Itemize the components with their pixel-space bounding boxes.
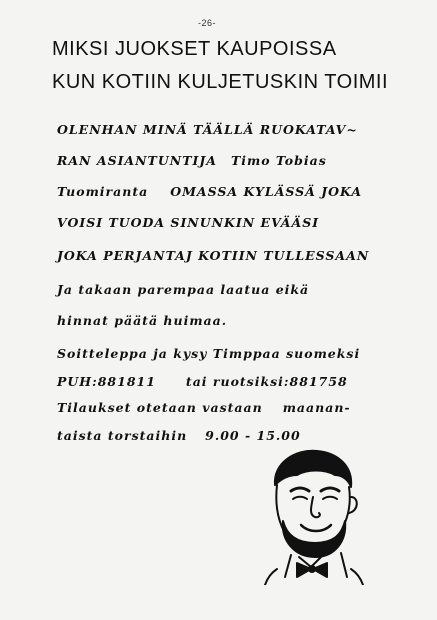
body-line-1 [57,122,358,137]
body-text: OMASSA KYLÄSSÄ JOKA [170,184,363,199]
page-number: -26- [198,18,217,28]
body-text: PUH:881811 [57,374,156,389]
body-text: Tilaukset otetaan vastaan [57,400,263,415]
body-line-8 [57,346,360,361]
body-line-3 [57,184,362,199]
body-line-6 [57,282,309,297]
body-text: hinnat päätä huimaa. [57,313,228,328]
body-line-5 [57,248,369,263]
body-line-10 [57,400,351,415]
headline-line-1: MIKSI JUOKSET KAUPOISSA [52,38,337,60]
body-text: OLENHAN MINÄ TÄÄLLÄ RUOKATAV~ [57,122,358,137]
body-line-9 [57,374,348,389]
body-text: VOISI TUODA SINUNKIN EVÄÄSI [57,215,320,230]
body-text: JOKA PERJANTAJ KOTIIN TULLESSAAN [57,248,370,263]
headline-line-2: KUN KOTIIN KULJETUSKIN TOIMII [52,71,389,93]
body-text: Soitteleppa ja kysy Timppaa suomeksi [57,346,361,361]
body-line-7 [57,313,227,328]
body-line-11 [57,428,301,443]
body-text: tai ruotsiksi:881758 [185,374,348,389]
body-text: Timo Tobias [230,153,327,168]
body-text: taista torstaihin [57,428,188,443]
body-line-2 [57,153,327,168]
caricature-illustration [255,445,365,585]
body-text: RAN ASIANTUNTIJA [57,153,217,168]
body-text: 9.00 - 15.00 [205,428,301,443]
body-line-4 [57,215,319,230]
body-text: Tuomiranta [57,184,149,199]
body-text: maanan- [282,400,351,415]
body-text: Ja takaan parempaa laatua eikä [57,282,310,297]
